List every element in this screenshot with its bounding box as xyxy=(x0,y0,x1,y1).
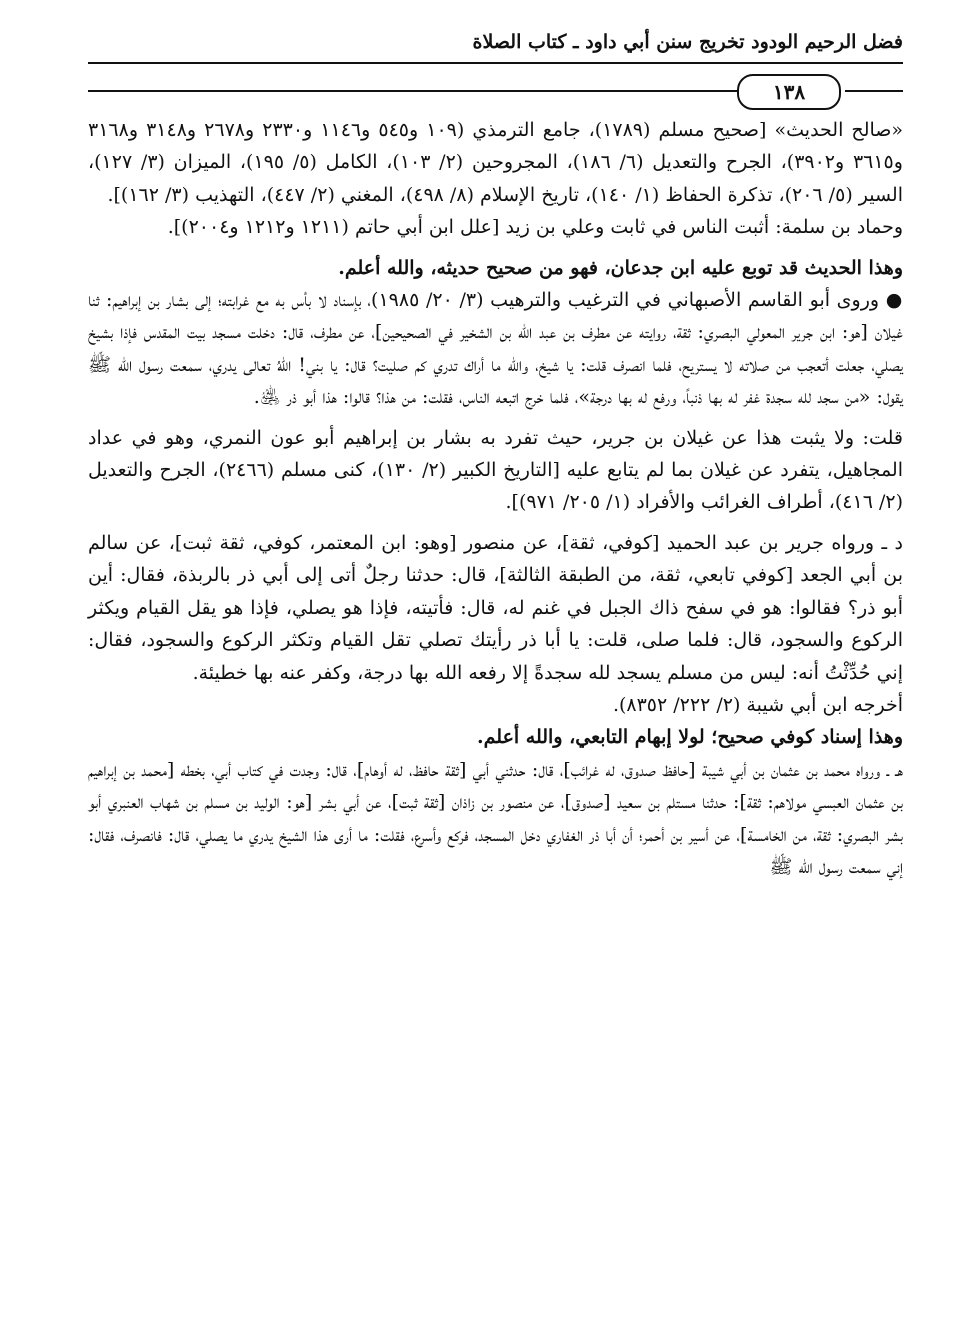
page-number-rule-right xyxy=(845,90,903,92)
page-number-rule-left xyxy=(88,90,738,92)
paragraph: أخرجه ابن أبي شيبة (٢/ ٢٢٢/ ٨٣٥٢). xyxy=(612,693,903,716)
page-number-row xyxy=(88,74,903,108)
header-rule xyxy=(88,62,903,64)
running-title: فضل الرحيم الودود تخريج سنن أبي داود ـ كتاب الصلاة xyxy=(472,31,903,53)
paragraph: هـ ـ ورواه محمد بن عثمان بن أبي شيبة [حافظ صدوق، له غرائب]، قال: حدثني أبي [ثقة حافظ، له أوهام]، قال: وجدت في كتاب أبي، بخطه [محمد بن إبراهيم بن عثمان العبسي مولاهم: ثقة]: حدثنا مستلم بن سعيد [صدوق]، عن منصور بن زاذان [ثقة ثبت]، عن أبي بشر [هو: الوليد بن مسلم بن شهاب العنبري أبو بشر البصري: ثقة، من الخامسة]، عن أسير بن أحمر؛ أن أبا ذر الغفاري دخل المسجد، فركع وأسرع، فقلت: ما أرى هذا الشيخ يدري ما يصلي، قال: فانصرف، فقال: إني سمعت رسول الله ﷺ xyxy=(88,758,903,878)
page-number: ١٣٨ xyxy=(737,74,841,110)
paragraph-conclusion: وهذا الحديث قد توبع عليه ابن جدعان، فهو من صحيح حديثه، والله أعلم. xyxy=(338,256,903,279)
paragraph: وحماد بن سلمة: أثبت الناس في ثابت وعلي بن زيد [علل ابن أبي حاتم (١٢١١ و١٢١٢ و٢٠٠٤)]. xyxy=(167,216,903,239)
paragraph: «صالح الحديث» [صحيح مسلم (١٧٨٩)، جامع الترمذي (١٠٩ و٥٤٥ و١١٤٦ و٢٣٣٠ و٢٦٧٨ و٣١٤٨ و٣١٦٨ و٣٦١٥ و٣٩٠٢)، الجرح والتعديل (٦/ ١٨٦)، المجروحين (٢/ ١٠٣)، الكامل (٥/ ١٩٥)، الميزان (٣/ ١٢٧)، السير (٥/ ٢٠٦)، تذكرة الحفاظ (١/ ١٤٠)، تاريخ الإسلام (٨/ ٤٩٨)، المغني (٢/ ٤٤٧)، التهذيب (٣/ ١٦٢)]. xyxy=(88,119,904,206)
page xyxy=(88,28,903,883)
paragraph: ● وروى أبو القاسم الأصبهاني في الترغيب والترهيب (٣/ ٢٠/ ١٩٨٥)، بإسناد لا بأس به مع غرابته؛ إلى بشار بن إبراهيم: ثنا غيلان [هو: ابن جرير المعولي البصري: ثقة، روايته عن مطرف بن عبد الله بن الشخير في الصحيحين]، عن مطرف، قال: دخلت مسجد بيت المقدس فإذا بشيخ يصلي، جعلت أتعجب من صلاته لا يستريح، فلما انصرف قلت: يا شيخ، والله ما أراك تدري كم صليت؟ قال: يا بني! اللهُ تعالى يدري، سمعت رسول الله ﷺ يقول: «من سجد لله سجدة غفر له بها ذنباً، ورفع له بها درجة»، فلما خرج اتبعه الناس، فقلت: من هذا؟ قالوا: هذا أبو ذر ﵁. xyxy=(88,289,903,409)
page-header xyxy=(88,28,903,114)
paragraph: د ـ ورواه جرير بن عبد الحميد [كوفي، ثقة]، عن منصور [وهو: ابن المعتمر، كوفي، ثقة ثبت]، عن سالم بن أبي الجعد [كوفي تابعي، ثقة، من الطبقة الثالثة]، قال: حدثنا رجلٌ أتى إلى أبي ذر بالربذة، فقال: أين أبو ذر؟ فقالوا: هو في سفح ذاك الجبل في غنم له، قال: فأتيته، فإذا هو يصلي، فإذا هو يقل القيام ويكثر الركوع والسجود، قال: فلما صلى، قلت: يا أبا ذر رأيتك تصلي تقل القيام وتكثر الركوع والسجود، فقال: إني حُدِّثْتُ أنه: ليس من مسلم يسجد لله سجدةً إلا رفعه الله بها درجة، وكفر عنه بها خطيئة. xyxy=(88,531,903,684)
paragraph: قلت: ولا يثبت هذا عن غيلان بن جرير، حيث تفرد به بشار بن إبراهيم أبو عون النمري، وهو في عداد المجاهيل، يتفرد عن غيلان بما لم يتابع عليه [التاريخ الكبير (٢/ ١٣٠)، كنى مسلم (٢٤٦٦)، الجرح والتعديل (٢/ ٤١٦)، أطراف الغرائب والأفراد (١/ ٢٠٥/ ٩٧١)]. xyxy=(88,426,903,514)
paragraph-conclusion: وهذا إسناد كوفي صحيح؛ لولا إبهام التابعي، والله أعلم. xyxy=(477,726,903,749)
page-body xyxy=(88,114,903,883)
